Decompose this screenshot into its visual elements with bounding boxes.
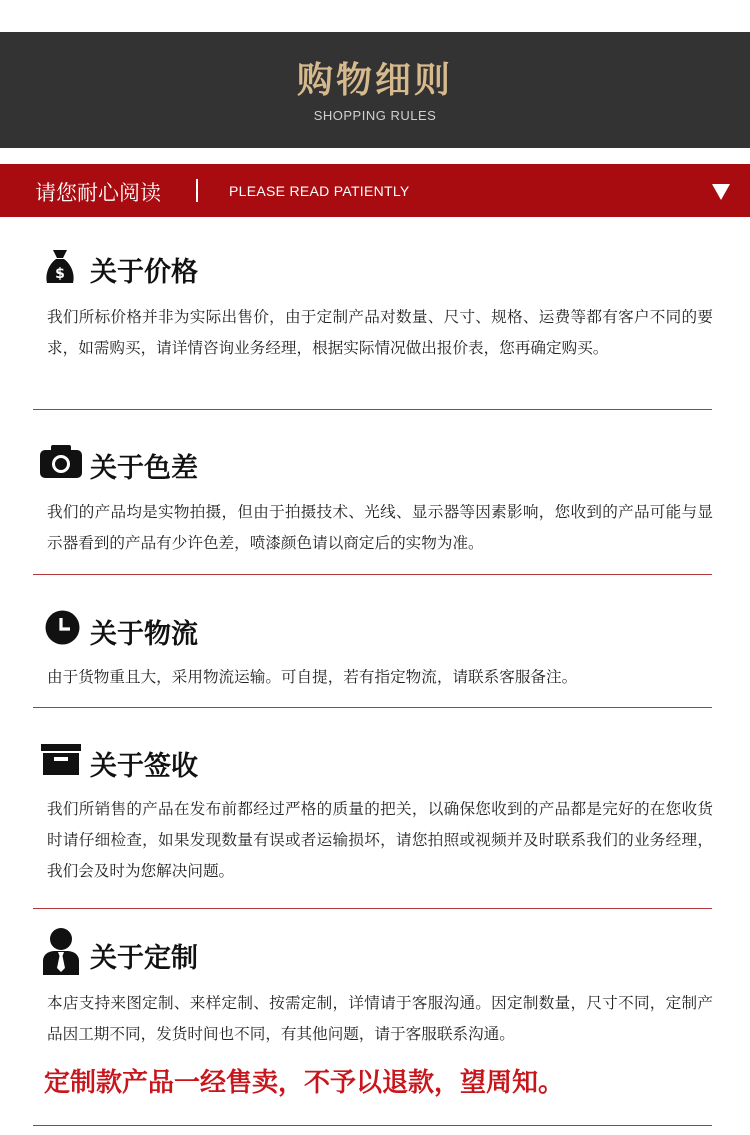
section-body: 由于货物重且大，采用物流运输。可自提，若有指定物流，请联系客服备注。 <box>47 668 578 686</box>
section-divider <box>33 574 712 575</box>
chevron-down-icon[interactable] <box>712 184 730 200</box>
no-refund-notice: 定制款产品一经售卖，不予以退款，望周知。 <box>44 1068 565 1098</box>
section-body: 本店支持来图定制、来样定制、按需定制，详情请于客服沟通。因定制数量，尺寸不同，定制产品因工期不同，发货时间也不同，有其他问题，请于客服联系沟通。 <box>47 994 713 1043</box>
svg-text:$: $ <box>55 266 65 282</box>
clock-icon <box>45 610 80 645</box>
section-divider <box>33 707 712 708</box>
archive-box-icon <box>41 744 81 775</box>
section-divider <box>33 409 712 410</box>
section-title: 关于定制 <box>90 943 198 974</box>
banner-title-cn: 请您耐心阅读 <box>35 181 161 205</box>
section-title: 关于价格 <box>90 257 198 288</box>
page-subtitle: SHOPPING RULES <box>313 108 437 123</box>
banner-title-en: PLEASE READ PATIENTLY <box>229 183 410 199</box>
person-icon <box>43 928 79 975</box>
page-header <box>0 32 750 148</box>
section-title: 关于签收 <box>90 751 198 782</box>
section-body: 我们的产品均是实物拍摄，但由于拍摄技术、光线、显示器等因素影响，您收到的产品可能与显示器看到的产品有少许色差，喷漆颜色请以商定后的实物为准。 <box>47 503 713 552</box>
read-patiently-banner <box>0 164 750 217</box>
section-divider <box>33 1125 712 1126</box>
section-title: 关于色差 <box>90 453 198 484</box>
camera-icon <box>40 445 82 478</box>
section-body: 我们所销售的产品在发布前都经过严格的质量的把关，以确保您收到的产品都是完好的在您收货时请仔细检查，如果发现数量有误或者运输损坏，请您拍照或视频并及时联系我们的业务经理，我们会及时为您解决问题。 <box>47 800 713 880</box>
page-title: 购物细则 <box>296 60 453 101</box>
section-divider <box>33 908 712 909</box>
section-body: 我们所标价格并非为实际出售价，由于定制产品对数量、尺寸、规格、运费等都有客户不同的要求，如需购买，请详情咨询业务经理，根据实际情况做出报价表，您再确定购买。 <box>47 308 713 357</box>
section-title: 关于物流 <box>90 619 198 650</box>
banner-divider <box>196 179 198 202</box>
money-bag-icon <box>45 249 75 285</box>
